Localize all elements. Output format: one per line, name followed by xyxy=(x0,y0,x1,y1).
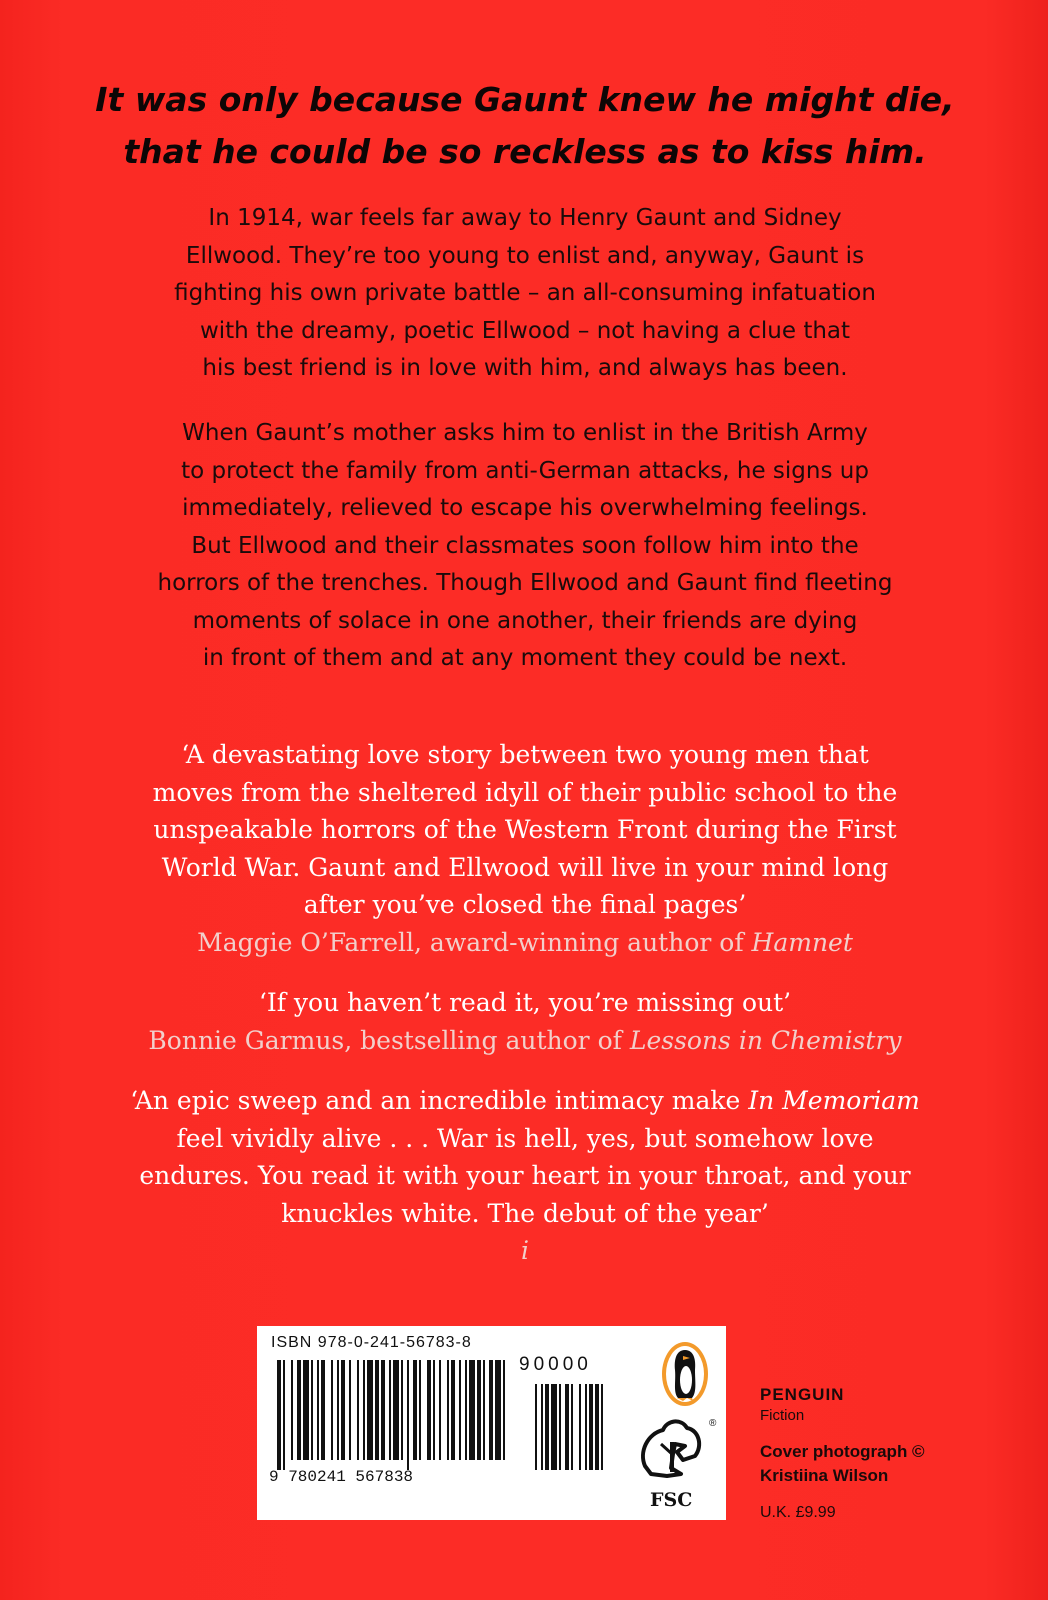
publisher-name: PENGUIN xyxy=(760,1385,845,1404)
penguin-logo-icon xyxy=(659,1340,711,1408)
quote-line: moves from the sheltered idyll of their public school to the xyxy=(152,777,898,807)
quote-line xyxy=(60,1082,990,1120)
fsc-label: FSC xyxy=(650,1489,693,1511)
blurb-line: his best friend is in love with him, and always has been. xyxy=(202,355,848,381)
cover-credit-line-1: Cover photograph © xyxy=(760,1442,925,1461)
tagline-line-1: It was only because Gaunt knew he might die, xyxy=(95,80,955,119)
blurb-paragraph-2 xyxy=(70,415,980,678)
quote-line: endures. You read it with your heart in your throat, and your xyxy=(139,1161,911,1190)
isbn-label: ISBN 978-0-241-56783-8 xyxy=(271,1334,472,1351)
review-quote-3 xyxy=(60,1082,990,1270)
blurb-line: When Gaunt’s mother asks him to enlist in the British Army xyxy=(182,420,868,446)
quote-attribution xyxy=(60,924,990,962)
blurb-line: immediately, relieved to escape his overwhelming feelings. xyxy=(182,495,868,521)
review-quote-2 xyxy=(60,984,990,1059)
blurb-line: moments of solace in one another, their friends are dying xyxy=(192,607,858,634)
attribution-author: Maggie O’Farrell, award-winning author of xyxy=(197,927,752,957)
registered-mark: ® xyxy=(709,1418,717,1429)
quote-line: ‘If you haven’t read it, you’re missing out’ xyxy=(258,988,792,1017)
blurb-line: fighting his own private battle – an all-consuming infatuation xyxy=(174,280,876,306)
blurb-line: to protect the family from anti-German attacks, he signs up xyxy=(181,457,869,484)
blurb-line: horrors of the trenches. Though Ellwood and Gaunt find fleeting xyxy=(157,570,893,596)
barcode-panel xyxy=(257,1326,726,1520)
barcode-icon xyxy=(277,1360,617,1470)
blurb-paragraph-1 xyxy=(70,200,980,388)
price-code: 90000 xyxy=(519,1354,592,1375)
tagline-line-2: that he could be so reckless as to kiss him. xyxy=(123,132,927,171)
quote-line: feel vividly alive . . . War is hell, yes, but somehow love xyxy=(176,1123,874,1153)
cover-credit-line-2: Kristiina Wilson xyxy=(760,1466,889,1485)
quote-attribution xyxy=(60,1232,990,1270)
price: U.K. £9.99 xyxy=(760,1504,836,1521)
blurb-line: But Ellwood and their classmates soon follow him into the xyxy=(191,532,859,559)
attribution-source: i xyxy=(521,1236,529,1265)
review-quote-1 xyxy=(60,736,990,961)
isbn-digits: 9 780241 567838 xyxy=(269,1468,414,1486)
publisher-category: Fiction xyxy=(760,1407,805,1424)
cover-credit xyxy=(760,1440,980,1488)
publisher-info xyxy=(760,1384,980,1522)
blurb-line: In 1914, war feels far away to Henry Gaunt and Sidney xyxy=(208,205,842,231)
quote-line: ‘A devastating love story between two young men that xyxy=(181,740,869,769)
blurb-line: Ellwood. They’re too young to enlist and, anyway, Gaunt is xyxy=(185,242,865,269)
attribution-work: Lessons in Chemistry xyxy=(629,1025,902,1055)
quote-line: knuckles white. The debut of the year’ xyxy=(281,1198,769,1228)
quote-text: ‘An epic sweep and an incredible intimacy make xyxy=(130,1086,749,1115)
quote-attribution xyxy=(60,1022,990,1060)
quote-line: unspeakable horrors of the Western Front during the First xyxy=(153,815,897,844)
quote-line: World War. Gaunt and Ellwood will live in your mind long xyxy=(161,852,889,882)
fsc-tree-icon xyxy=(637,1414,707,1486)
tagline xyxy=(60,74,990,178)
attribution-work: Hamnet xyxy=(751,927,853,957)
quote-book-title: In Memoriam xyxy=(748,1086,920,1115)
quote-line: after you’ve closed the final pages’ xyxy=(303,890,747,919)
blurb-line: with the dreamy, poetic Ellwood – not having a clue that xyxy=(199,317,851,344)
blurb-line: in front of them and at any moment they could be next. xyxy=(202,645,848,671)
attribution-author: Bonnie Garmus, bestselling author of xyxy=(148,1025,630,1055)
